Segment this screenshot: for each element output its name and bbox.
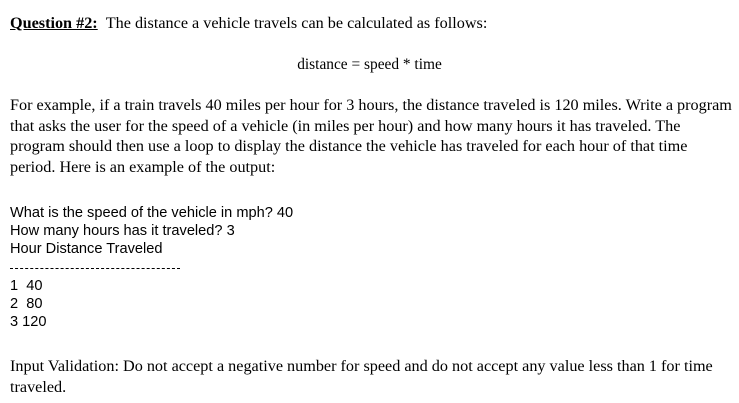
- question-intro: The distance a vehicle travels can be calculated as follows:: [105, 14, 488, 32]
- output-row: 1 40: [10, 278, 43, 294]
- output-separator: [10, 268, 180, 269]
- output-prompt-hours: How many hours has it traveled? 3: [10, 223, 235, 239]
- question-label: Question #2:: [10, 14, 98, 32]
- output-prompt-speed: What is the speed of the vehicle in mph? 40: [10, 205, 294, 221]
- distance-formula: distance = speed * time: [297, 56, 442, 73]
- output-table-header: Hour Distance Traveled: [10, 241, 163, 257]
- output-row: 2 80: [10, 296, 43, 312]
- question-heading-line: [10, 15, 487, 31]
- input-validation-text: Input Validation: Do not accept a negative number for speed and do not accept any value less than 1 for time traveled.: [10, 357, 713, 396]
- output-row: 3 120: [10, 314, 47, 330]
- question-paragraph: For example, if a train travels 40 miles per hour for 3 hours, the distance traveled is 120 miles. Write a program that asks the user for the speed of a vehicle (in miles per hour) and how many hours it has traveled. The program should then use a loop to display the distance the vehicle has traveled for each hour of that time period. Here is an example of the output:: [10, 96, 732, 176]
